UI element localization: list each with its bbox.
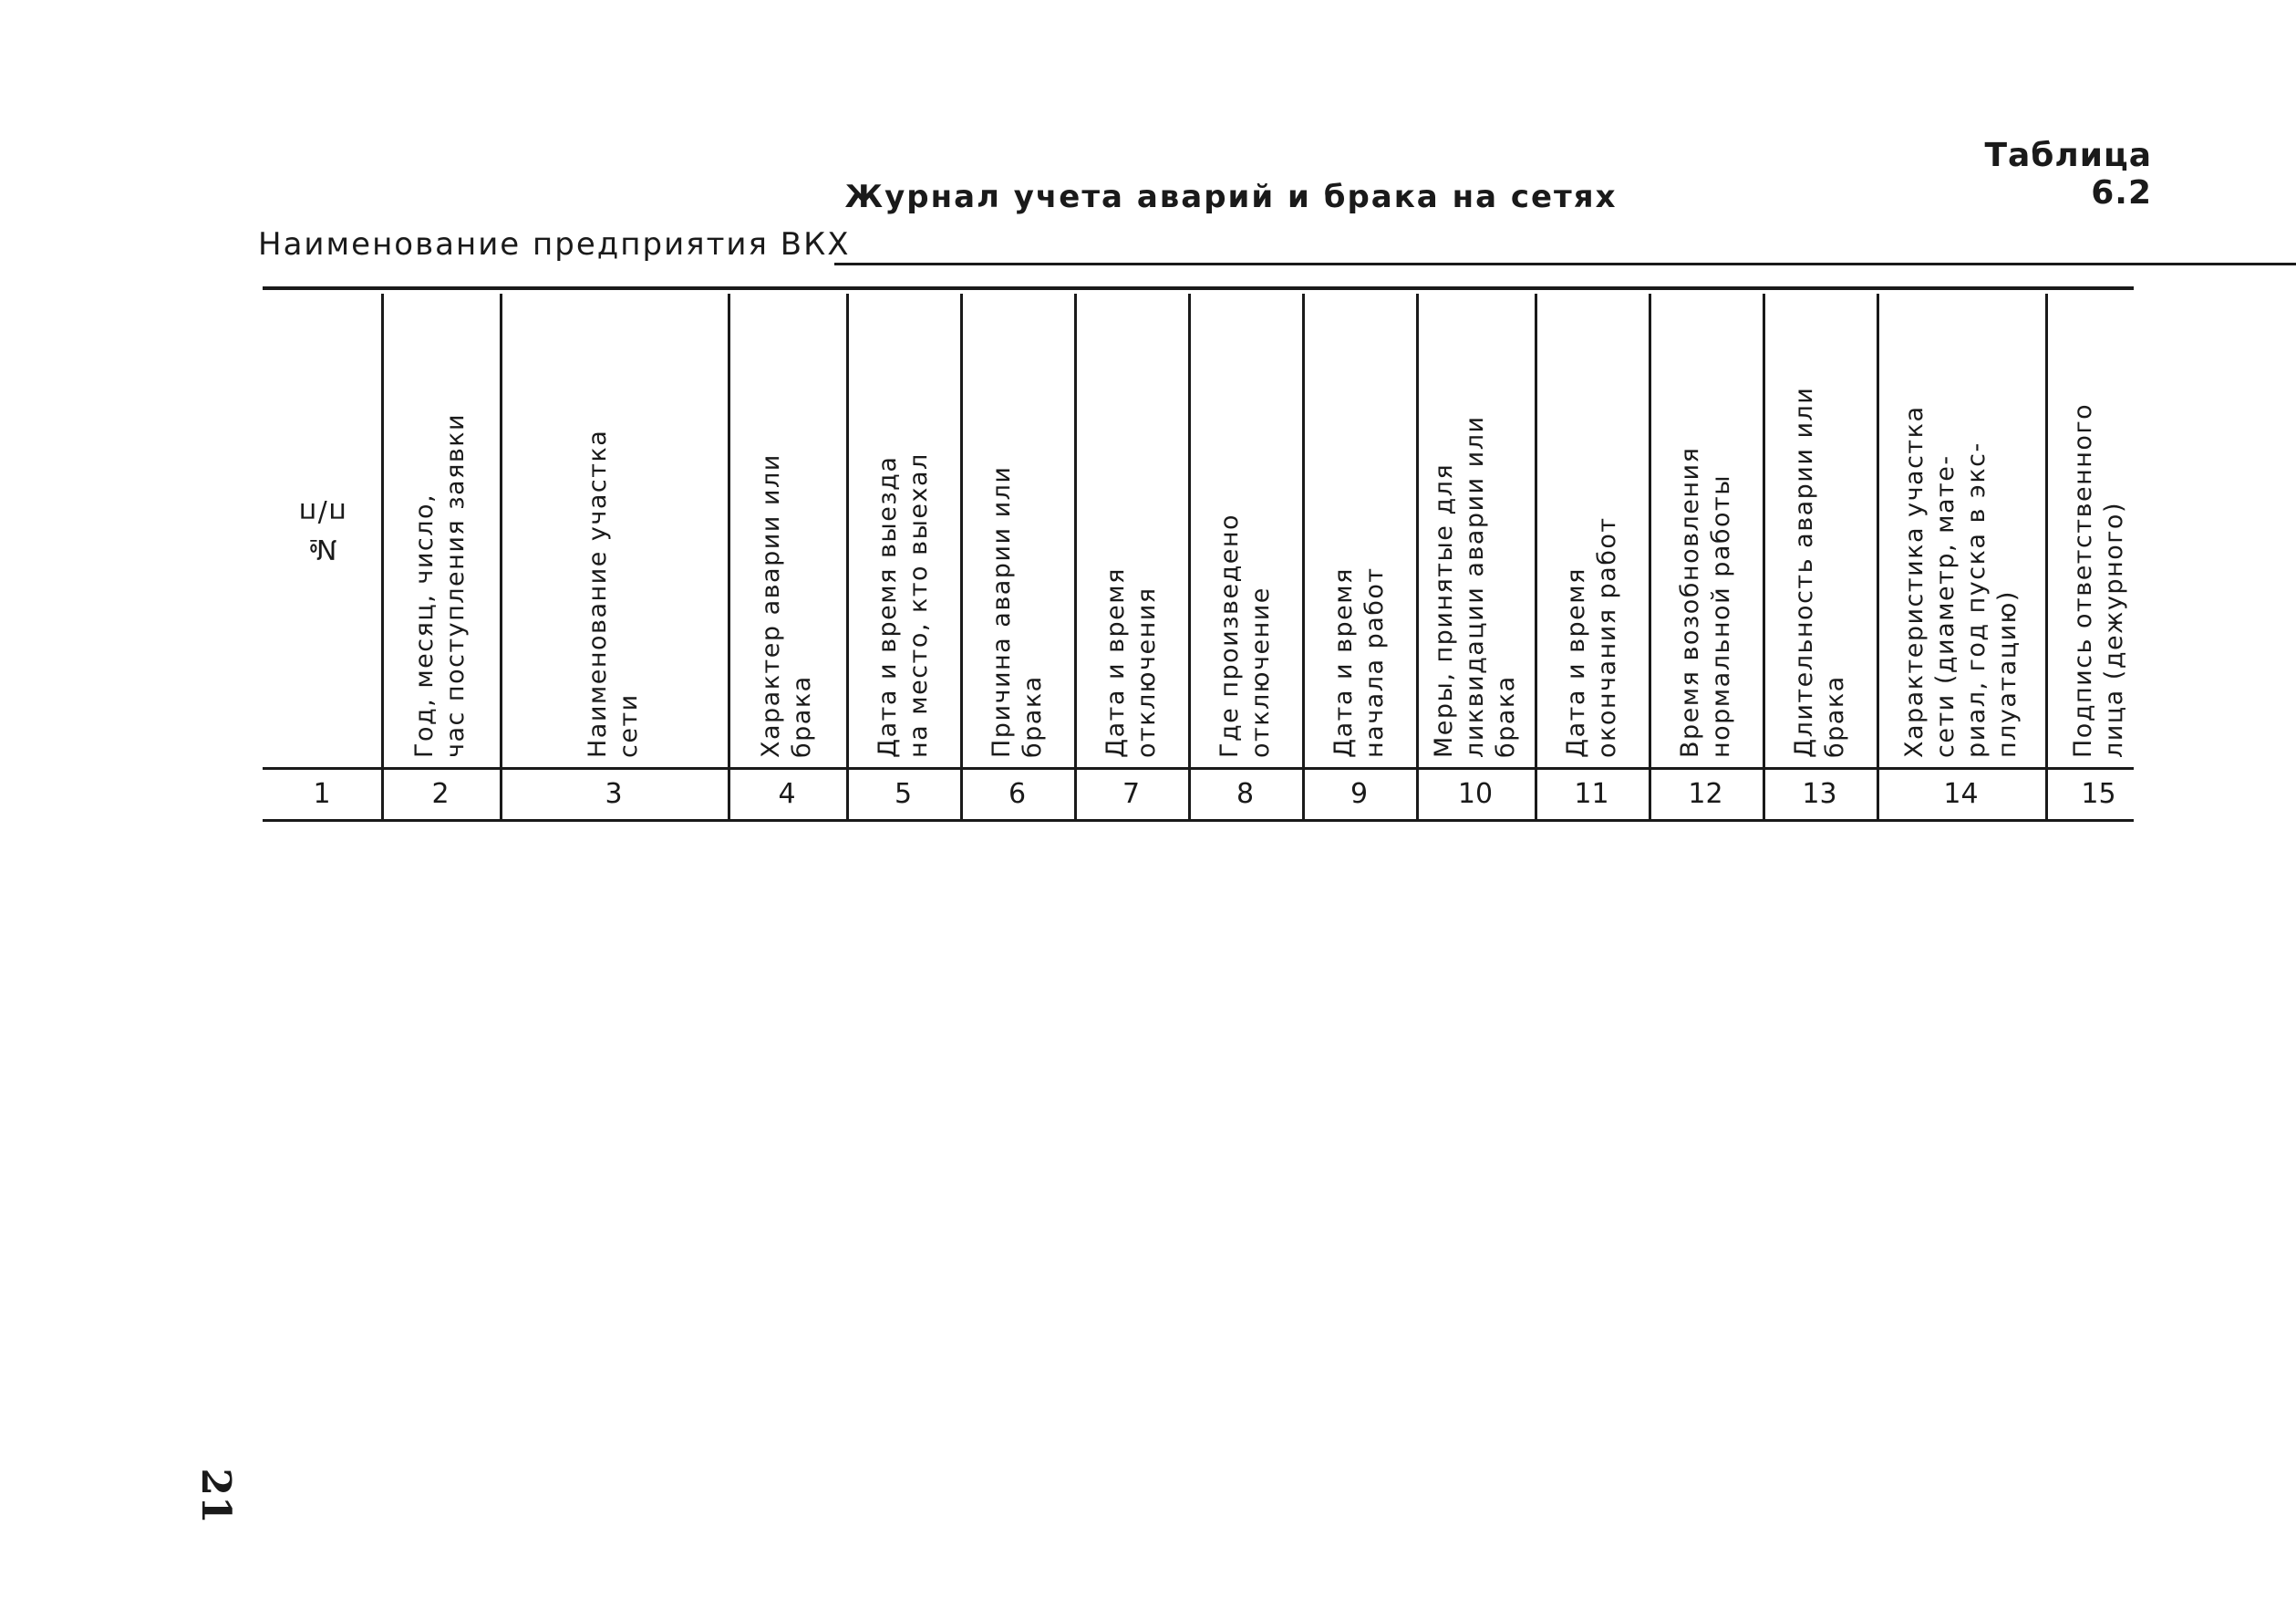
column-number-12: 12	[1688, 778, 1723, 810]
column-number-11: 11	[1574, 778, 1609, 810]
column-number-7: 7	[1122, 778, 1141, 810]
column-number-6: 6	[1008, 778, 1027, 810]
column-number-8: 8	[1236, 778, 1255, 810]
column-header-6	[960, 299, 1074, 760]
journal-table	[263, 286, 2134, 825]
column-header-13	[1763, 299, 1877, 760]
table-top-rule	[263, 286, 2134, 290]
column-header-12	[1649, 299, 1763, 760]
column-number-9: 9	[1350, 778, 1369, 810]
column-header-text: Характеристика участка сети (диаметр, мате- риал, год пуска в экс- плуатацию)	[1899, 404, 2022, 758]
column-header-text: Время возобновления нормальной работы	[1675, 446, 1735, 758]
column-header-text: Дата и время начала работ	[1329, 566, 1389, 758]
column-header-14	[1877, 299, 2045, 760]
column-header-text: Длительность аварии или брака	[1789, 386, 1849, 758]
column-number-2: 2	[431, 778, 450, 810]
column-header-text: Характер аварии или брака	[757, 452, 816, 758]
column-header-text: Меры, принятые для ликвидации аварии или брака	[1430, 414, 1520, 758]
enterprise-blank-line	[834, 263, 2296, 265]
column-number-13: 13	[1802, 778, 1837, 810]
column-header-text: № п/п	[297, 495, 346, 565]
column-header-text: Дата и время отключения	[1101, 566, 1161, 758]
column-header-11	[1535, 299, 1649, 760]
column-number-14: 14	[1943, 778, 1979, 810]
column-header-10	[1416, 299, 1535, 760]
column-header-text: Где произведено отключение	[1215, 513, 1275, 758]
column-header-5	[846, 299, 960, 760]
page-number: 21	[192, 1468, 239, 1524]
column-number-10: 10	[1457, 778, 1494, 810]
column-number-4: 4	[778, 778, 796, 810]
table-number: Таблица 6.2	[1984, 137, 2152, 212]
column-header-7	[1074, 299, 1188, 760]
column-header-text: Дата и время выезда на место, кто выехал	[873, 451, 933, 758]
column-number-1: 1	[313, 778, 331, 810]
column-header-1	[263, 299, 381, 760]
column-header-8	[1188, 299, 1302, 760]
journal-title: Журнал учета аварий и брака на сетях	[844, 179, 1618, 215]
table-bottom-rule	[263, 819, 2134, 822]
column-header-2	[381, 299, 500, 760]
column-header-text: Дата и время окончания работ	[1561, 515, 1621, 758]
column-header-4	[728, 299, 846, 760]
column-header-text: Год, месяц, число, час поступления заявки	[410, 412, 470, 758]
enterprise-label: Наименование предприятия ВКХ	[258, 226, 851, 263]
column-header-9	[1302, 299, 1416, 760]
column-header-text: Подпись ответственного лица (дежурного)	[2068, 402, 2128, 758]
column-number-3: 3	[605, 778, 623, 810]
column-header-3	[500, 299, 728, 760]
column-header-text: Наименование участка сети	[584, 429, 643, 758]
column-number-15: 15	[2081, 778, 2116, 810]
column-number-5: 5	[894, 778, 913, 810]
column-header-15	[2045, 299, 2152, 760]
table-header-rule	[263, 767, 2134, 770]
enterprise-field-row	[258, 226, 2082, 272]
column-header-text: Причина аварии или брака	[987, 465, 1047, 758]
